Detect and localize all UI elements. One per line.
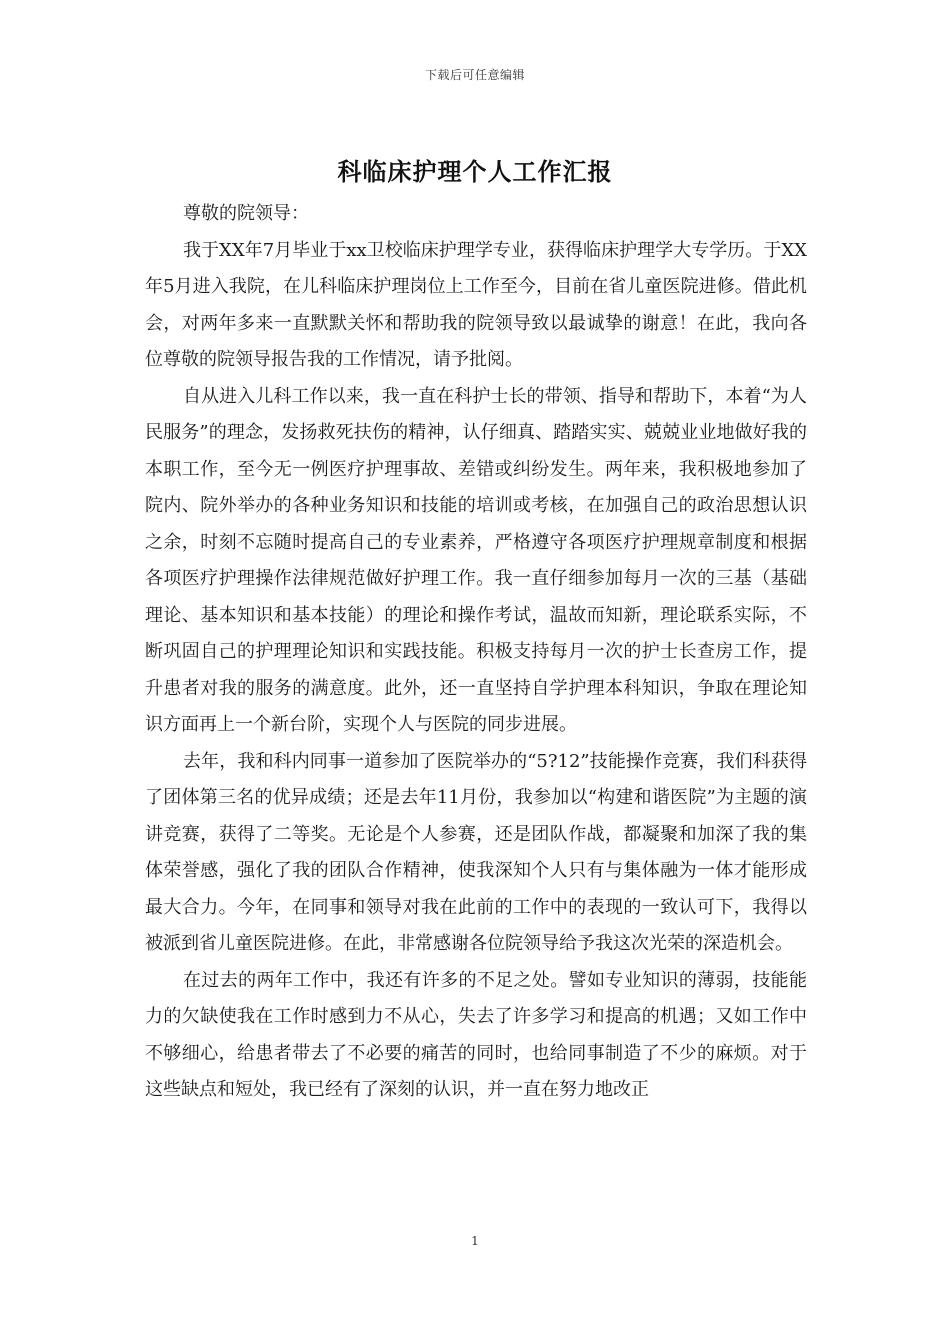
page-number: 1 — [471, 1234, 479, 1248]
salutation: 尊敬的院领导： — [183, 203, 309, 224]
paragraph-achievements: 去年，我和科内同事一道参加了医院举办的“5?12”技能操作竞赛，我们科获得了团体第三名的优异成绩；还是去年11月份，我参加以“构建和谐医院”为主题的演讲竞赛，获得了二等奖。无论是个人参赛，还是团队作战，都凝聚和加深了我的集体荣誉感，强化了我的团队合作精神，使我深知个人只有与集体融为一体才能形成最大合力。今年，在同事和领导对我在此前的工作中的表现的一致认可下，我得以被派到省儿童医院进修。在此，非常感谢各位院领导给予我这次光荣的深造机会。 — [145, 750, 807, 954]
paragraph-intro: 我于XX年7月毕业于xx卫校临床护理学专业，获得临床护理学大专学历。于XX年5月进入我院，在儿科临床护理岗位上工作至今，目前在省儿童医院进修。借此机会，对两年多来一直默默关怀和帮助我的院领导致以最诚挚的谢意！在此，我向各位尊敬的院领导报告我的工作情况，请予批阅。 — [145, 239, 807, 370]
paragraph-shortcomings: 在过去的两年工作中，我还有许多的不足之处。譬如专业知识的薄弱，技能能力的欠缺使我在工作时感到力不从心，失去了许多学习和提高的机遇；又如工作中不够细心，给患者带去了不必要的痛苦的同时，也给同事制造了不少的麻烦。对于这些缺点和短处，我已经有了深刻的认识，并一直在努力地改正 — [145, 969, 807, 1100]
document-body — [145, 196, 807, 1109]
header-note: 下载后可任意编辑 — [424, 68, 525, 82]
paragraph-work: 自从进入儿科工作以来，我一直在科护士长的带领、指导和帮助下，本着“为人民服务”的理念，发扬救死扶伤的精神，认仔细真、踏踏实实、兢兢业业地做好我的本职工作，至今无一例医疗护理事故、差错或纠纷发生。两年来，我积极地参加了院内、院外举办的各种业务知识和技能的培训或考核，在加强自己的政治思想认识之余，时刻不忘随时提高自己的专业素养，严格遵守各项医疗护理规章制度和根据各项医疗护理操作法律规范做好护理工作。我一直仔细参加每月一次的三基（基础理论、基本知识和基本技能）的理论和操作考试，温故而知新，理论联系实际，不断巩固自己的护理理论知识和实践技能。积极支持每月一次的护士长查房工作，提升患者对我的服务的满意度。此外，还一直坚持自学护理本科知识，争取在理论知识方面再上一个新台阶，实现个人与医院的同步进展。 — [145, 385, 807, 735]
document-title: 科临床护理个人工作汇报 — [337, 158, 613, 186]
